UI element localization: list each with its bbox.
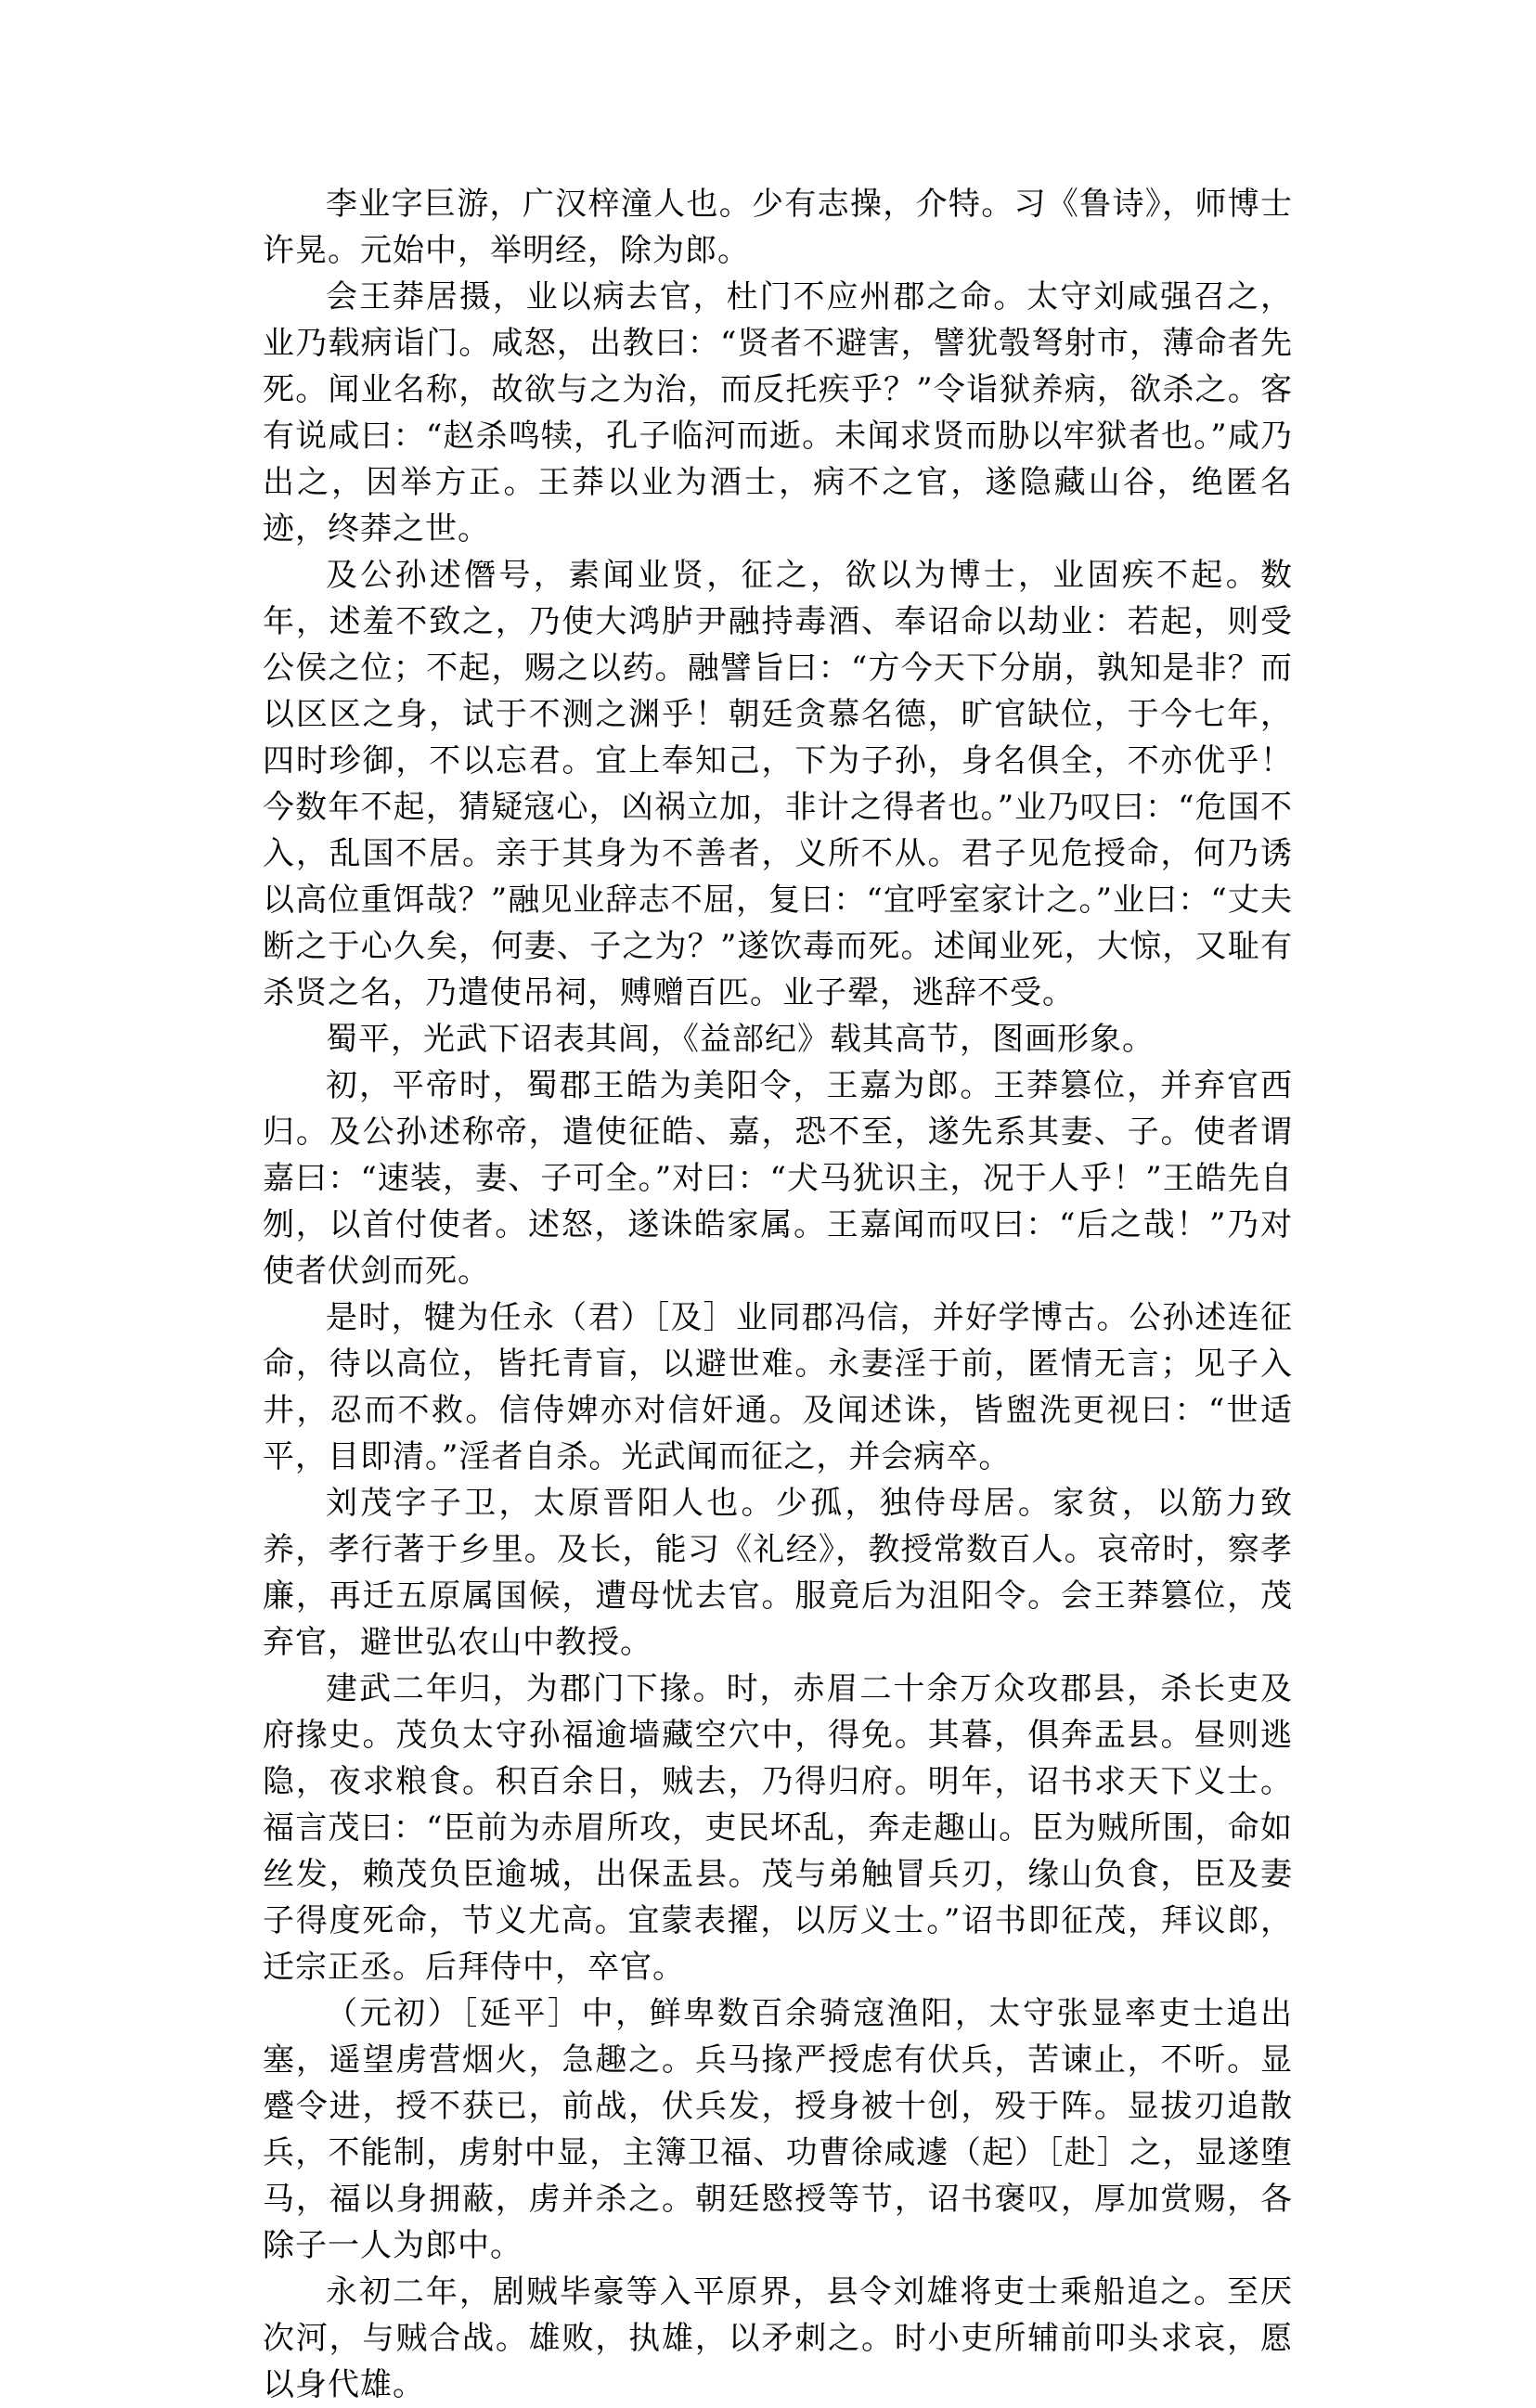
paragraph-li-ye-intro: 李业字巨游，广汉梓潼人也。少有志操，介特。习《鲁诗》，师博士许晃。元始中，举明经，除为郎。 — [263, 186, 1293, 269]
paragraph-gongsun-shu-poison: 及公孙述僭号，素闻业贤，征之，欲以为博士，业固疾不起。数年，述羞不致之，乃使大鸿胪尹融持毒酒、奉诏命以劫业：若起，则受公侯之位；不起，赐之以药。融譬旨曰：“方今天下分崩，孰知是非？而以区区之身，试于不测之渊乎！朝廷贪慕名德，旷官缺位，于今七年，四时珍御，不以忘君。宜上奉知己，下为子孙，身名俱全，不亦优乎！今数年不起，猜疑寇心，凶祸立加，非计之得者也。”业乃叹曰：“危国不入，乱国不居。亲于其身为不善者，义所不从。君子见危授命，何乃诱以高位重饵哉？”融见业辞志不屈，复曰：“宜呼室家计之。”业曰：“丈夫断之于心久矣，何妻、子之为？”遂饮毒而死。述闻业死，大惊，又耻有杀贤之名，乃遣使吊祠，赙赠百匹。业子翚，逃辞不受。 — [263, 557, 1293, 1011]
paragraph-shu-pacified: 蜀平，光武下诏表其闾，《益部纪》载其高节，图画形象。 — [326, 1021, 1155, 1058]
paragraph-yongchu-second-year: 永初二年，剧贼毕豪等入平原界，县令刘雄将吏士乘船追之。至厌次河，与贼合战。雄败，执雄，以矛刺之。时小吏所辅前叩头求哀，愿以身代雄。 — [263, 2273, 1293, 2403]
paragraph-ren-yong-feng-xin: 是时，犍为任永（君）［及］业同郡冯信，并好学博古。公孙述连征命，待以高位，皆托青盲，以避世难。永妻淫于前，匿情无言；见子入井，忍而不救。信侍婢亦对信奸通。及闻述诛，皆盥洗更视曰：“世适平，目即清。”淫者自杀。光武闻而征之，并会病卒。 — [263, 1299, 1293, 1475]
paragraph-xianbei-raid: （元初）［延平］中，鲜卑数百余骑寇渔阳，太守张显率吏士追出塞，遥望虏营烟火，急趣之。兵马掾严授虑有伏兵，苦谏止，不听。显蹙令进，授不获已，前战，伏兵发，授身被十创，殁于阵。显拔刃追散兵，不能制，虏射中显，主簿卫福、功曹徐咸遽（起）［赴］之，显遂堕马，福以身拥蔽，虏并杀之。朝廷愍授等节，诏书褒叹，厚加赏赐，各除子一人为郎中。 — [263, 1995, 1293, 2264]
paragraph-jianwu-second-year: 建武二年归，为郡门下掾。时，赤眉二十余万众攻郡县，杀长吏及府掾史。茂负太守孙福逾墙藏空穴中，得免。其暮，俱奔盂县。昼则逃隐，夜求粮食。积百余日，贼去，乃得归府。明年，诏书求天下义士。福言茂曰：“臣前为赤眉所攻，吏民坏乱，奔走趣山。臣为贼所围，命如丝发，赖茂负臣逾城，出保盂县。茂与弟触冒兵刃，缘山负食，臣及妻子得度死命，节义尤高。宜蒙表擢，以厉义士。”诏书即征茂，拜议郎，迁宗正丞。后拜侍中，卒官。 — [263, 1670, 1293, 1986]
paragraph-wang-mang-regency: 会王莽居摄，业以病去官，杜门不应州郡之命。太守刘咸强召之，业乃载病诣门。咸怒，出教曰：“贤者不避害，譬犹彀弩射市，薄命者先死。闻业名称，故欲与之为治，而反托疾乎？”令诣狱养病，欲杀之。客有说咸曰：“赵杀鸣犊，孔子临河而逝。未闻求贤而胁以牢狱者也。”咸乃出之，因举方正。王莽以业为酒士，病不之官，遂隐藏山谷，绝匿名迹，终莽之世。 — [263, 278, 1293, 547]
paragraph-liu-mao-intro: 刘茂字子卫，太原晋阳人也。少孤，独侍母居。家贫，以筋力致养，孝行著于乡里。及长，能习《礼经》，教授常数百人。哀帝时，察孝廉，再迁五原属国候，遭母忧去官。服竟后为沮阳令。会王莽篡位，茂弃官，避世弘农山中教授。 — [263, 1485, 1293, 1661]
document-page — [263, 181, 1293, 2408]
paragraph-wang-hao-wang-jia: 初，平帝时，蜀郡王皓为美阳令，王嘉为郎。王莽篡位，并弃官西归。及公孙述称帝，遣使征皓、嘉，恐不至，遂先系其妻、子。使者谓嘉曰：“速装，妻、子可全。”对曰：“犬马犹识主，况于人乎！”王皓先自刎，以首付使者。述怒，遂诛皓家属。王嘉闻而叹曰：“后之哉！”乃对使者伏剑而死。 — [263, 1067, 1293, 1290]
